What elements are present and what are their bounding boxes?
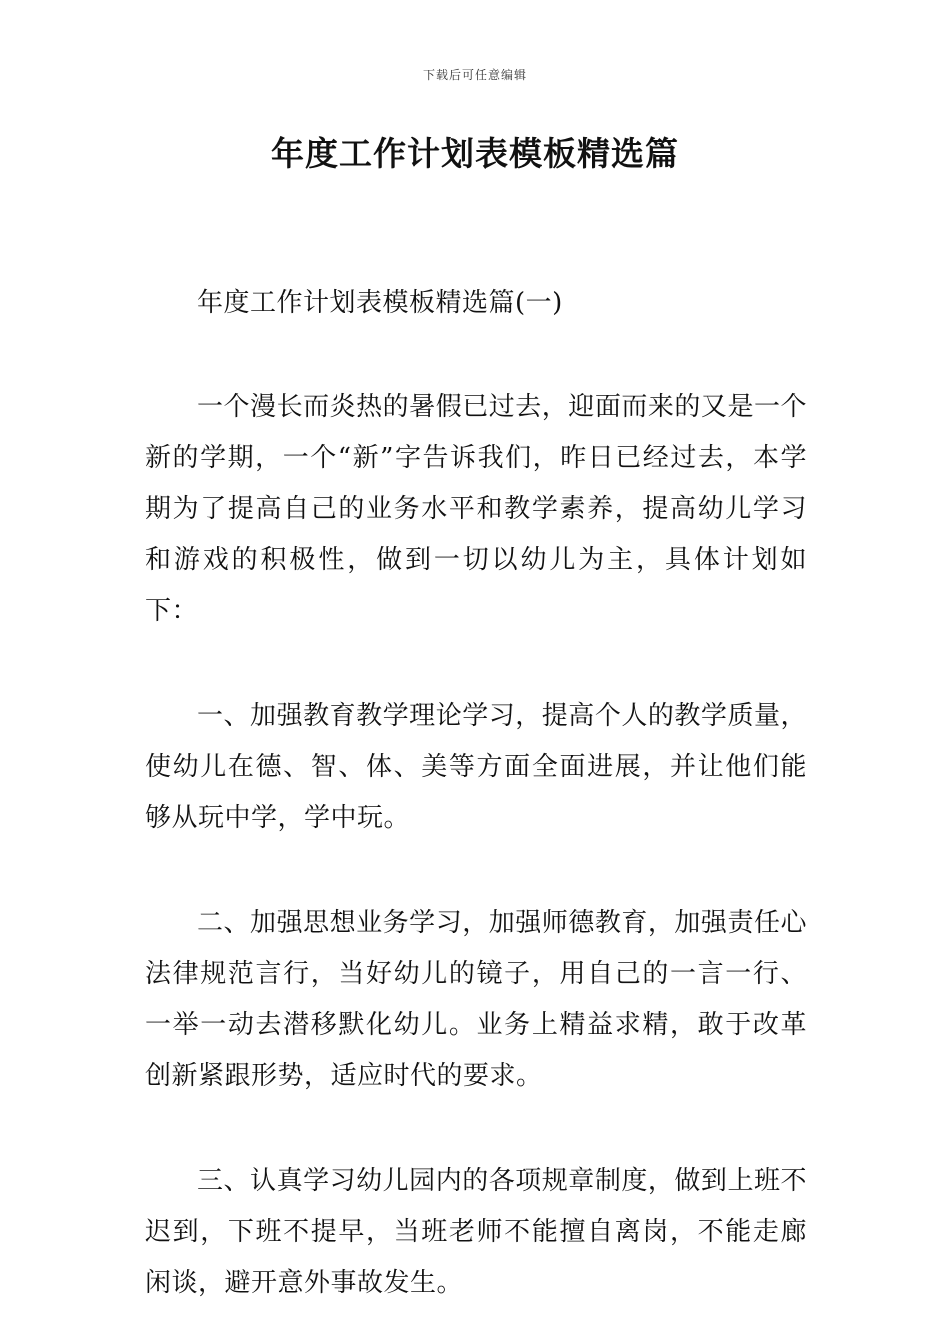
paragraph-item-1: 一、加强教育教学理论学习，提高个人的教学质量，使幼儿在德、智、体、美等方面全面进展，并让他们能够从玩中学，学中玩。	[145, 701, 807, 833]
document-body	[145, 278, 807, 1309]
document-title: 年度工作计划表模板精选篇	[271, 134, 679, 173]
paragraph-item-3: 三、认真学习幼儿园内的各项规章制度，做到上班不迟到，下班不提早，当班老师不能擅自离岗，不能走廊闲谈，避开意外事故发生。	[145, 1166, 807, 1298]
paragraph-intro: 一个漫长而炎热的暑假已过去，迎面而来的又是一个新的学期，一个“新”字告诉我们，昨日已经过去，本学期为了提高自己的业务水平和教学素养，提高幼儿学习和游戏的积极性，做到一切以幼儿为主，具体计划如下：	[145, 392, 807, 626]
header-note: 下载后可任意编辑	[422, 68, 527, 82]
paragraph-item-2: 二、加强思想业务学习，加强师德教育，加强责任心法律规范言行，当好幼儿的镜子，用自己的一言一行、一举一动去潜移默化幼儿。业务上精益求精，敢于改革创新紧跟形势，适应时代的要求。	[145, 908, 807, 1091]
section-heading: 年度工作计划表模板精选篇(一)	[197, 288, 563, 318]
